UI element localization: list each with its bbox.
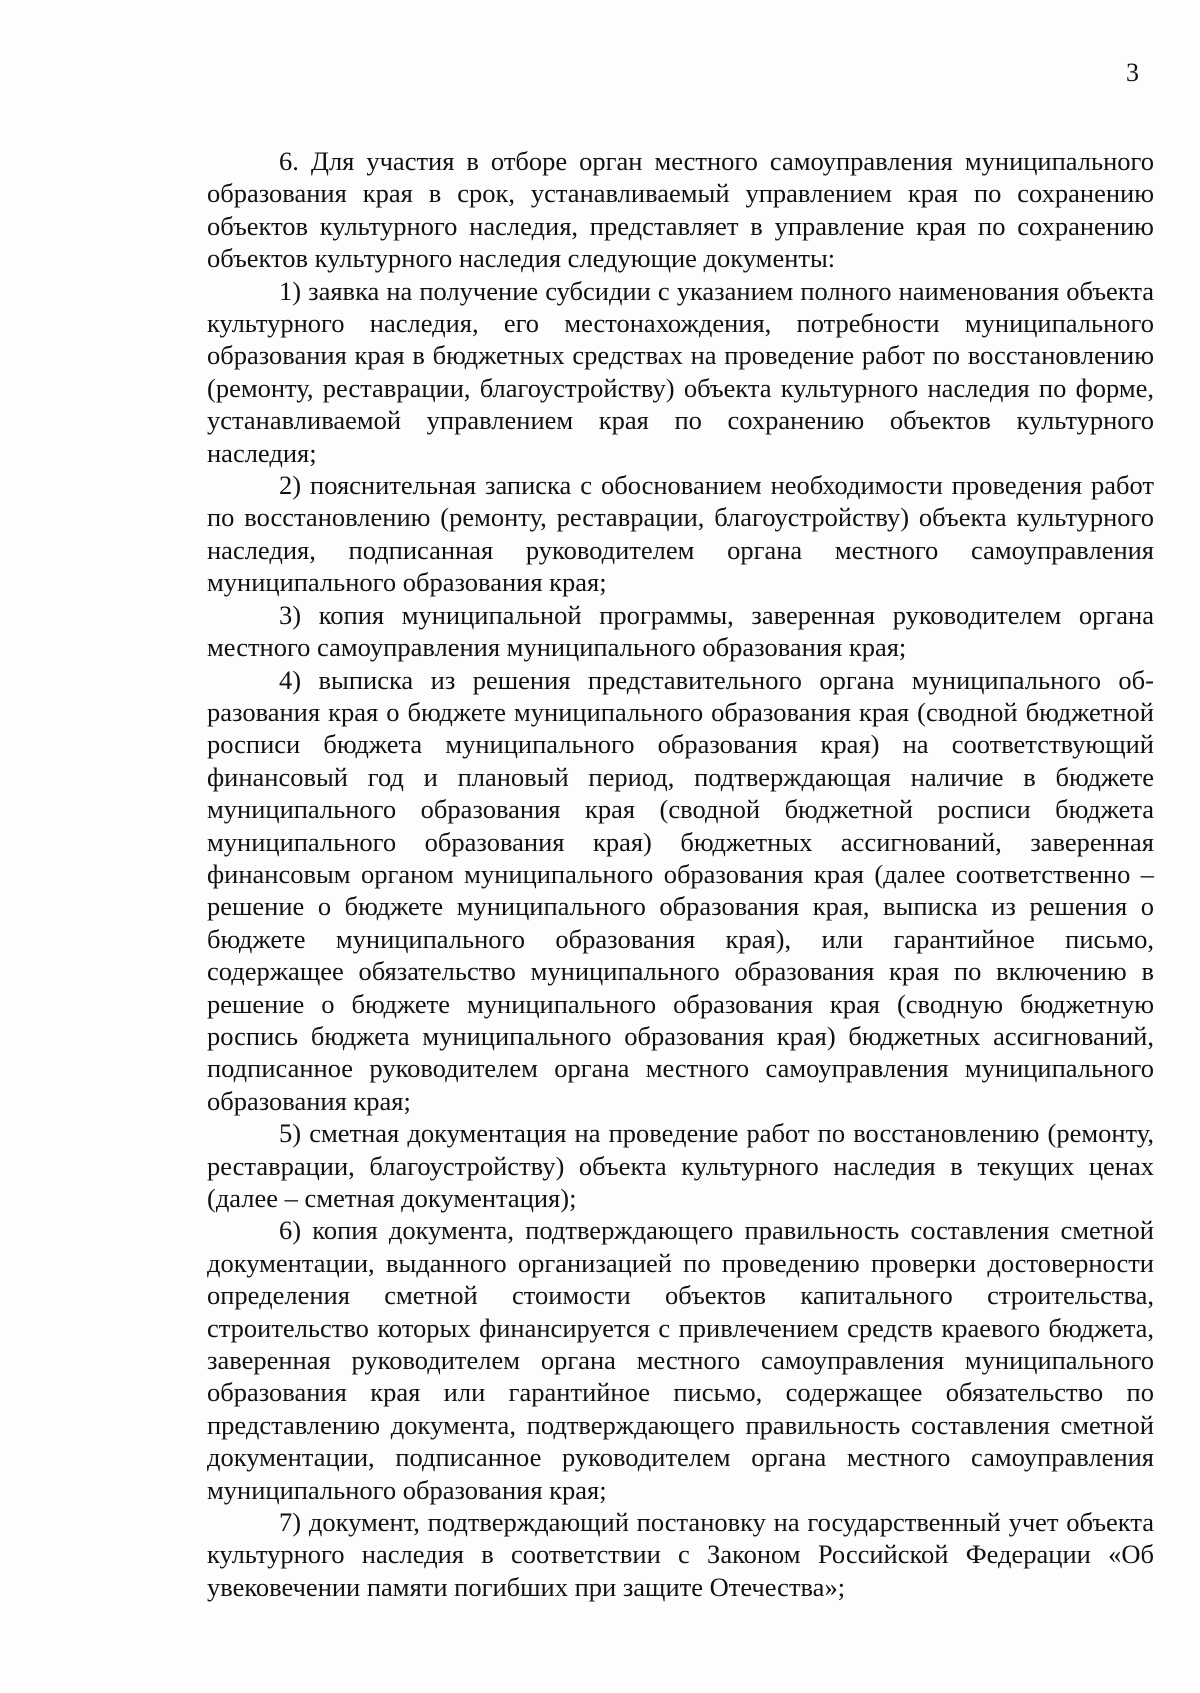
list-item-4-budget-extract: 4) выписка из решения представительного органа муниципального образования края о бюджете муниципального образования края (сводной бюджетной росписи бюджета муниципального образования края) на соответствующий финансовый год и плановый период, подтверждающая наличие в бюджете муниципального образования края (сводной бюджетной росписи бюджета муниципального образования края) бюджетных ассигнований, заверенная финансовым органом муниципального образования края (далее соответственно – решение о бюджете муниципального образования края, выписка из решения о бюджете муниципального образования края), или гарантийное письмо, содержащее обязательство муниципального образования края по включению в решение о бюджете муниципального образования края (сводную бюджетную роспись бюджета муниципального образования края) бюджетных ассигнований, подписанное руководителем органа местного самоуправления муниципального образования края; [207,664,1154,1116]
paragraph-item-6: 6. Для участия в отборе орган местного самоуправления муниципального образования края в срок, устанавливаемый управлением края по сохранению объектов культурного наследия, представляет в управление края по сохранению объектов культурного наследия следующие документы: [207,146,1154,274]
list-item-2-explanatory-note: 2) пояснительная записка с обоснованием необходимости проведения работ по восстановлению (ремонту, реставрации, благоустройству) объекта культурного наследия, подписанная руководителем органа местного самоуправления муниципального образования края; [207,470,1154,598]
page-number: 3 [1126,58,1139,87]
list-item-7-registration-doc: 7) документ, подтверждающий постановку на государственный учет объекта культурного наследия в соответствии с Законом Российской Федерации «Об увековечении памяти погибших при защите Отечества»; [207,1507,1154,1602]
list-item-5-estimate-docs: 5) сметная документация на проведение работ по восстановлению (ремонту, реставрации, благоустройству) объекта культурного наследия в текущих ценах (далее – сметная документация); [207,1118,1154,1213]
list-item-1-application: 1) заявка на получение субсидии с указанием полного наименования объекта культурного наследия, его местонахождения, потребности муниципального образования края в бюджетных средствах на проведение работ по восстановлению (ремонту, реставрации, благоустройству) объекта культурного наследия по форме, устанавливаемой управлением края по сохранению объектов культурного наследия; [207,275,1154,468]
document-body [207,145,1154,1603]
list-item-3-program-copy: 3) копия муниципальной программы, заверенная руководителем органа местного самоуправления муниципального образования края; [207,599,1154,663]
list-item-6-verification-copy: 6) копия документа, подтверждающего правильность составления сметной документации, выданного организацией по проведению проверки достоверности определения сметной стоимости объектов капитального строительства, строительство которых финансируется с привлечением средств краевого бюджета, заверенная руководителем органа местного самоуправления муниципального образования края или гарантийное письмо, содержащее обязательство по представлению документа, подтверждающего правильность составления сметной документации, подписанное руководителем органа местного самоуправления муниципального образования края; [207,1215,1154,1505]
